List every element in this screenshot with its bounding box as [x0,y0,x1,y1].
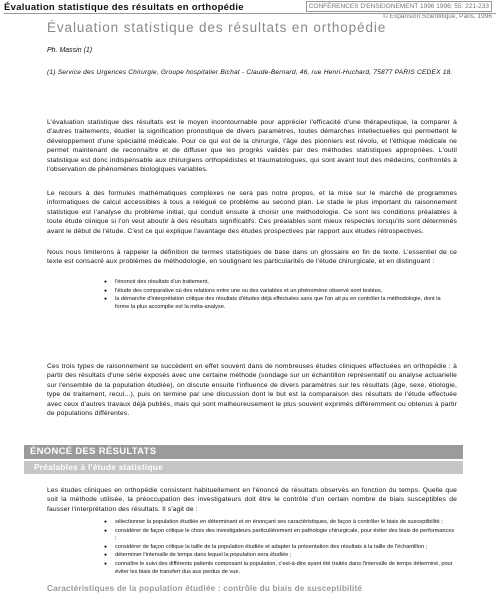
header-divider [4,13,496,14]
author-affiliation: (1) Service des Urgences Chirurgie, Groupe hospitalier Bichat - Claude-Bernard, 46, rue Henri-Huchard, 75877 PARIS CEDEX 18. [47,69,453,76]
subsection-heading: Préalables à l'étude statistique [24,461,463,474]
paragraph-5: Les études cliniques en orthopédie consistent habituellement en l'énoncé de résultats observés en fonction du temps. Quelle que soit la méthode utilisée, la préoccupation des investigateurs doit être le contrôle d'un certain nombre de biais susceptibles de fausser l'interprétation des résultats. Il s'agit de : [47,487,457,513]
running-title: Évaluation statistique des résultats en orthopédie [4,2,244,13]
list-item: ● l'étude des comparative où des relations entre une ou des variables et un phénomène observé sont testées, [115,288,455,296]
journal-citation: CONFÉRENCES D'ENSEIGNEMENT 1996 1996; 55: 221-233 [306,1,492,12]
list-item: ● l'énoncé des résultats d'un traitement, [115,279,455,287]
method-list [115,279,455,312]
journal-reference [306,1,492,21]
list-item: ● la démarche d'interprétation critique des résultats d'études déjà effectuées sans que l'on ait pu en contrôler la méthodologie, dont la forme la plus accomplie est la méta-analyse. [115,296,455,311]
paragraph-2: Le recours à des formules mathématiques complexes ne sera pas notre propos, et la mise sur le marché de programmes informatiques de calcul accessibles à tous a relégué ce problème au second plan. Le stade le plus important du raisonnement statistique est l'analyse du problème initial, qui conduit ensuite à choisir une méthodologie. Ce sont les conditions préalables à toute étude clinique si l'on veut aboutir à des résultats significatifs. Ces préalables sont mieux respectés lorsqu'ils sont déterminés avant le début de l'étude. C'est ce qui explique l'avantage des études prospectives par rapport aux études rétrospectives. [47,190,457,235]
section-heading: ÉNONCÉ DES RÉSULTATS [24,445,463,459]
paragraph-4: Ces trois types de raisonnement se succèdent en effet souvent dans de nombreuses études cliniques effectuées en orthopédie : à partir des résultats d'une série exposés avec une certaine méthode (sondage sur un échantillon représentatif ou analyse actuarielle sur l'ensemble de la population étudiée), on discute ensuite l'influence de divers paramètres sur les résultats (âge, sexe, étiologie, type de traitement, recul...), puis on termine par une discussion dont le but est la comparaison des résultats de l'étude effectuée avec ceux d'autres travaux déjà publiés, mais qui sont malheureusement le plus souvent exprimés différemment ou obtenus à partir de populations différentes. [47,363,457,418]
article-author: Ph. Massin (1) [47,47,93,54]
list-item: ● considérer de façon critique la taille de la population étudiée et adapter la présentation des résultats à la taille de l'échantillon ; [115,544,455,552]
copyright-notice: © Expansion Scientifique, Paris, 1996 [383,13,492,20]
bias-list [115,519,455,577]
article-title: Évaluation statistique des résultats en orthopédie [47,20,387,35]
list-item: ● déterminer l'intervalle de temps dans lequel la population sera étudiée ; [115,552,455,560]
list-item: ● connaître le suivi des différents patients composant la population, c'est-à-dire ayant été traités dans l'intervalle de temps déterminé, pour éviter les biais de transfert dus aux perdus de vue. [115,561,455,576]
paragraph-3: Nous nous limiterons à rappeler la définition de termes statistiques de base dans un glossaire en fin de texte. L'essentiel de ce texte est consacré aux problèmes de méthodologie, en soulignant les particularités de l'étude chirurgicale, et en distinguant : [47,249,457,266]
list-item: ● sélectionner la population étudiée en déterminant et en énonçant ses caractéristiques, de façon à contrôler le biais de susceptibilité ; [115,519,455,527]
paragraph-1: L'évaluation statistique des résultats est le moyen incontournable pour apprécier l'efficacité d'une thérapeutique, la comparer à d'autres traitements, étudier la signification pronostique de divers paramètres, toutes démarches intellectuelles qui permettent le développement d'une spécialité médicale. Pour ce qui est de la chirurgie, l'âge des pionniers est révolu, et l'éthique médicale ne permet maintenant de reconnaître et de diffuser que les progrès validés par des méthodes statistiques appropriées. L'outil statistique est donc indispensable aux chirurgiens orthopédistes et traumatologues, qui sont avant tout des médecins, confrontés à l'observation de phénomènes biologiques variables. [47,119,457,174]
subsection-heading-population: Caractéristiques de la population étudiée : contrôle du biais de susceptibilité [47,584,363,593]
list-item: ● considérer de façon critique le choix des investigateurs particulièrement en pathologie chirurgicale, pour éviter des biais de performances ; [115,528,455,543]
